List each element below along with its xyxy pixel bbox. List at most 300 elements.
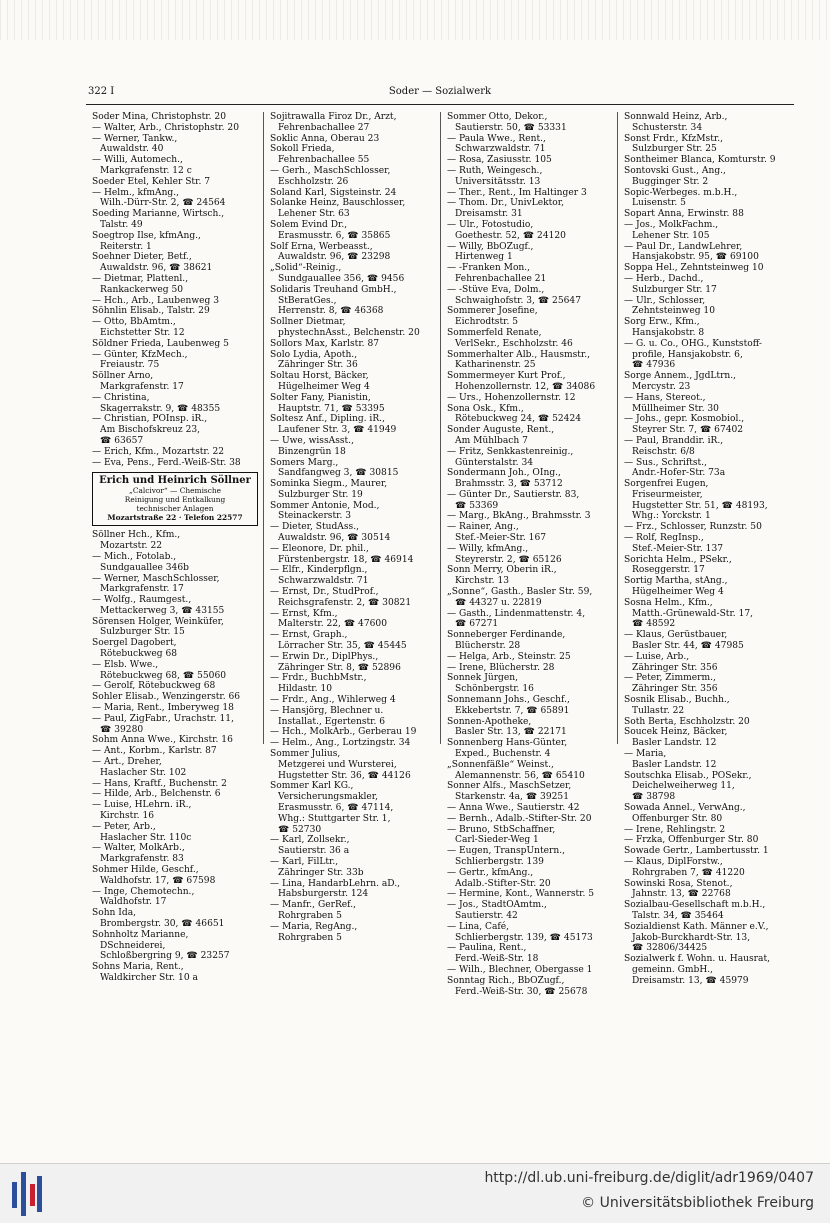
directory-line: — Gerh., MaschSchlosser,: [270, 165, 391, 176]
scan-edge: [0, 0, 830, 40]
directory-line: — Jos., MolkFachm.,: [624, 219, 719, 230]
directory-line: — Paul, ZigFabr., Urachstr. 11,: [92, 713, 234, 724]
directory-line: Sommer Julius,: [270, 749, 341, 760]
column-1-entries-before-ad: [86, 112, 262, 468]
advertisement-line: „Calcivor“ — Chemische: [128, 485, 221, 495]
viewer-footer: [0, 1163, 830, 1223]
directory-line: Sopart Anna, Erwinstr. 88: [624, 209, 744, 220]
directory-line: phystechnAsst., Belchenstr. 20: [278, 327, 420, 338]
directory-line: — Eugen, TranspUntern.,: [447, 846, 566, 857]
directory-line: Eichstetter Str. 12: [100, 327, 185, 338]
directory-line: — Eleonore, Dr. phil.,: [270, 543, 369, 554]
directory-line: Sommerhalter Alb., Hausmstr.,: [447, 349, 591, 360]
directory-line: Sonnen-Apotheke,: [447, 716, 532, 727]
directory-line: Söllner Hch., Kfm.,: [92, 530, 181, 541]
directory-line: Rohrgraben 5: [278, 932, 342, 943]
directory-column-1: [86, 112, 262, 983]
directory-line: ☎ 53369: [455, 500, 499, 511]
directory-line: Basler Landstr. 12: [632, 759, 717, 770]
directory-line: Stef.-Meier-Str. 137: [632, 543, 724, 554]
directory-line: Steyrerstr. 2, ☎ 65126: [455, 554, 562, 565]
directory-line: Schwarzwaldstr. 71: [278, 576, 369, 587]
directory-line: Sontovski Gust., Ang.,: [624, 165, 726, 176]
directory-line: Kirchstr. 16: [100, 811, 155, 822]
directory-line: — Dietmar, Plattenl.,: [92, 273, 189, 284]
directory-line: Soltau Horst, Bäcker,: [270, 371, 369, 382]
directory-line: — Inge, Chemotechn.,: [92, 886, 195, 897]
directory-line: Sulzburger Str. 15: [100, 627, 185, 638]
directory-line: ☎ 52730: [278, 824, 322, 835]
directory-line: Sorichta Helm., PSekr.,: [624, 554, 732, 565]
directory-line: Steyrer Str. 7, ☎ 67402: [632, 425, 744, 436]
directory-line: gemeinn. GmbH.,: [632, 964, 714, 975]
directory-line: Sollner Dietmar,: [270, 317, 346, 328]
directory-line: — Wolfg., Raumgest.,: [92, 595, 192, 606]
directory-line: Versicherungsmakler,: [278, 792, 378, 803]
directory-line: — Eva, Pens., Ferd.-Weiß-Str. 38: [92, 457, 241, 468]
directory-line: — Fritz, Senkkastenreinig.,: [447, 446, 574, 457]
directory-line: — Herb., Dachd.,: [624, 273, 704, 284]
directory-line: Luisenstr. 5: [632, 198, 686, 209]
directory-line: Fehrenbachallee 27: [278, 122, 370, 133]
directory-line: Lehener Str. 105: [632, 230, 710, 241]
page-number: 322 I: [88, 86, 115, 97]
directory-line: Rohrgraben 7, ☎ 41220: [632, 867, 745, 878]
directory-line: — Ernst, Dr., StudProf.,: [270, 587, 379, 598]
source-url-link[interactable]: http://dl.ub.uni-freiburg.de/diglit/adr1969/0407: [484, 1170, 814, 1186]
directory-line: Hugstetter Str. 36, ☎ 44126: [278, 770, 411, 781]
directory-line: Basler Str. 44, ☎ 47985: [632, 641, 744, 652]
directory-line: Haslacher Str. 102: [100, 767, 187, 778]
directory-line: Laufener Str. 3, ☎ 41949: [278, 425, 397, 436]
directory-line: Auwaldstr. 40: [100, 144, 164, 155]
directory-line: Habsburgerstr. 124: [278, 889, 369, 900]
directory-line: Schwarzwaldstr. 71: [455, 144, 546, 155]
directory-line: Roseggerstr. 17: [632, 565, 705, 576]
directory-line: Reiterstr. 1: [100, 241, 152, 252]
directory-line: Soland Karl, Sigsteinstr. 24: [270, 187, 397, 198]
directory-line: — Werner, MaschSchlosser,: [92, 573, 220, 584]
directory-line: — Ulr., Fotostudio,: [447, 219, 534, 230]
directory-line: Installat., Egertenstr. 6: [278, 716, 386, 727]
directory-line: Dreisamstr. 13, ☎ 45979: [632, 975, 749, 986]
directory-line: — Hans, Kraftf., Buchenstr. 2: [92, 778, 227, 789]
directory-line: — Frdr., Ang., Wihlerweg 4: [270, 695, 396, 706]
directory-line: Rötebuckweg 24, ☎ 52424: [455, 414, 582, 425]
directory-line: Markgrafenstr. 17: [100, 584, 184, 595]
directory-line: Hildastr. 10: [278, 684, 333, 695]
directory-line: DSchneiderei,: [100, 940, 166, 951]
directory-line: Lörracher Str. 35, ☎ 45445: [278, 641, 407, 652]
directory-line: Starkenstr. 4a, ☎ 39251: [455, 792, 569, 803]
directory-line: Exped., Buchenstr. 4: [455, 749, 551, 760]
directory-line: — Maria,: [624, 749, 667, 760]
directory-line: Haslacher Str. 110c: [100, 832, 192, 843]
directory-line: Soegtrop Ilse, kfmAng.,: [92, 230, 201, 241]
directory-line: — Karl, FilLtr.,: [270, 856, 339, 867]
directory-line: — Ruth, Weingesch.,: [447, 165, 543, 176]
directory-line: Steinackerstr. 3: [278, 511, 352, 522]
directory-line: Sonn Merry, Oberin iR.,: [447, 565, 557, 576]
directory-line: Rötebuckweg 68: [100, 649, 178, 660]
directory-line: Ekkebertstr. 7, ☎ 65891: [455, 705, 570, 716]
directory-line: — Peter, Zimmerm.,: [624, 673, 716, 684]
directory-line: Solem Evind Dr.,: [270, 219, 348, 230]
directory-line: Markgrafenstr. 83: [100, 854, 184, 865]
directory-line: Fehrenbachallee 21: [455, 273, 547, 284]
directory-line: Sonneberger Ferdinande,: [447, 630, 566, 641]
directory-line: Bugginger Str. 2: [632, 176, 709, 187]
directory-line: Hansjakobstr. 8: [632, 327, 705, 338]
directory-line: — Ernst, Kfm.,: [270, 608, 338, 619]
directory-line: Katharinenstr. 25: [455, 360, 536, 371]
directory-line: Soth Berta, Eschholzstr. 20: [624, 716, 750, 727]
directory-line: Rankackerweg 50: [100, 284, 184, 295]
directory-line: Auwaldstr. 96, ☎ 30514: [278, 533, 391, 544]
directory-line: Wilh.-Dürr-Str. 2, ☎ 24564: [100, 198, 226, 209]
directory-line: — Erwin Dr., DiplPhys.,: [270, 651, 379, 662]
directory-line: — Gerolf, Rötebuckweg 68: [92, 681, 216, 692]
directory-line: Somers Marg.,: [270, 457, 339, 468]
directory-line: Solidaris Treuhand GmbH.,: [270, 284, 397, 295]
directory-line: Fürstenbergstr. 18, ☎ 46914: [278, 554, 414, 565]
directory-column-4: [617, 112, 794, 986]
directory-line: Sautierstr. 50, ☎ 53331: [455, 122, 567, 133]
directory-line: Sommer Karl KG.,: [270, 781, 354, 792]
directory-line: Sonnek Jürgen,: [447, 673, 519, 684]
directory-line: Sona Osk., Kfm.,: [447, 403, 524, 414]
directory-line: ☎ 38798: [632, 792, 676, 803]
directory-line: Soder Mina, Christophstr. 20: [92, 112, 226, 122]
directory-line: Basler Landstr. 12: [632, 738, 717, 749]
directory-line: Sommer Antonie, Mod.,: [270, 500, 380, 511]
directory-line: — Irene, Blücherstr. 28: [447, 662, 555, 673]
directory-line: — Anna Wwe., Sautierstr. 42: [447, 803, 580, 813]
directory-line: Sonntag Rich., BbOZugf.,: [447, 975, 565, 986]
directory-line: Talstr. 34, ☎ 35464: [632, 910, 724, 921]
directory-line: Zähringer Str. 356: [632, 662, 718, 673]
directory-line: Sontheimer Blanca, Komturstr. 9: [624, 155, 776, 166]
directory-line: Eichrodtstr. 5: [455, 317, 519, 328]
directory-column-2: [263, 112, 440, 943]
directory-line: Erasmusstr. 6, ☎ 47114,: [278, 803, 394, 813]
directory-line: Freiaustr. 75: [100, 360, 160, 371]
page-header: [88, 86, 792, 102]
directory-line: Sonst Frdr., KfzMstr.,: [624, 133, 723, 144]
directory-line: Müllheimer Str. 30: [632, 403, 719, 414]
directory-line: — Bruno, StbSchaffner,: [447, 824, 556, 835]
directory-line: — Frdr., BuchbMstr.,: [270, 673, 367, 684]
directory-line: — Günter, KfzMech.,: [92, 349, 188, 360]
directory-line: Sozialbau-Gesellschaft m.b.H.,: [624, 900, 766, 911]
directory-line: Zähringer Str. 33b: [278, 867, 364, 878]
directory-line: Günterstalstr. 34: [455, 457, 534, 468]
directory-line: Sommer Otto, Dekor.,: [447, 112, 548, 122]
directory-line: — Hch., Arb., Laubenweg 3: [92, 295, 219, 306]
directory-line: Sozialwerk f. Wohn. u. Hausrat,: [624, 954, 770, 965]
directory-line: Stef.-Meier-Str. 167: [455, 533, 547, 544]
advertisement-name: Erich und Heinrich Söllner: [99, 475, 251, 487]
directory-line: Sohn Ida,: [92, 908, 137, 919]
directory-line: Whg.: Stuttgarter Str. 1,: [278, 813, 391, 824]
directory-line: Soppa Hel., Zehntsteinweg 10: [624, 263, 764, 274]
directory-line: — Luise, HLehrn. iR.,: [92, 800, 192, 811]
directory-line: Sommerfeld Renate,: [447, 327, 542, 338]
directory-line: Sundgauallee 346b: [100, 562, 189, 573]
directory-line: — Erich, Kfm., Mozartstr. 22: [92, 446, 225, 457]
directory-line: ☎ 44327 u. 22819: [455, 597, 542, 608]
directory-line: — Wilh., Blechner, Obergasse 1: [447, 964, 593, 975]
directory-line: — Lina, HandarbLehrn. aD.,: [270, 878, 401, 889]
directory-line: Offenburger Str. 80: [632, 813, 723, 824]
directory-line: Herrenstr. 8, ☎ 46368: [278, 306, 384, 317]
directory-line: — Ulr., Schlosser,: [624, 295, 706, 306]
directory-line: — Willi, Automech.,: [92, 155, 183, 166]
advertisement-line: Reinigung und Entkalkung: [124, 494, 226, 504]
running-head: Soder — Sozialwerk: [388, 86, 492, 97]
directory-line: — Jos., StadtOAmtm.,: [447, 900, 547, 911]
directory-line: Sortig Martha, stAng.,: [624, 576, 728, 587]
directory-line: Schloßbergring 9, ☎ 23257: [100, 951, 230, 962]
directory-line: — -Franken Mon.,: [447, 263, 531, 274]
directory-line: Tullastr. 22: [632, 705, 685, 716]
directory-line: Solo Lydia, Apoth.,: [270, 349, 358, 360]
directory-line: Sowinski Rosa, Stenot.,: [624, 878, 733, 889]
directory-line: Sohmer Hilde, Geschf.,: [92, 865, 199, 876]
directory-line: — Elfr., Kinderpflgn.,: [270, 565, 368, 576]
directory-line: Sozialdienst Kath. Männer e.V.,: [624, 921, 769, 932]
directory-line: Sosna Helm., Kfm.,: [624, 597, 713, 608]
directory-line: Sandfangweg 3, ☎ 30815: [278, 468, 399, 479]
directory-line: Solter Fany, Pianistin,: [270, 392, 371, 403]
directory-line: Hauptstr. 71, ☎ 53395: [278, 403, 385, 414]
directory-line: ☎ 48592: [632, 619, 676, 630]
directory-line: Sowade Gertr., Lambertusstr. 1: [624, 846, 769, 857]
directory-line: — Irene, Rehlingstr. 2: [624, 824, 726, 835]
directory-line: Brahmsstr. 3, ☎ 53712: [455, 479, 563, 490]
directory-line: — Klaus, DiplForstw.,: [624, 856, 723, 867]
directory-line: ☎ 47936: [632, 360, 676, 371]
directory-line: — G. u. Co., OHG., Kunststoff-: [624, 338, 762, 349]
directory-line: Blücherstr. 28: [455, 641, 521, 652]
directory-line: Sollors Max, Karlstr. 87: [270, 338, 380, 349]
directory-line: — Ther., Rent., Im Haltinger 3: [447, 187, 587, 198]
directory-line: — Lina, Café,: [447, 921, 510, 932]
directory-line: ☎ 63657: [100, 435, 144, 446]
directory-line: Sorgenfrei Eugen,: [624, 479, 709, 490]
directory-line: ☎ 32806/34425: [632, 943, 708, 954]
university-logo-icon: [12, 1172, 42, 1216]
directory-line: Sowada Annel., VerwAng.,: [624, 803, 746, 813]
directory-line: Kirchstr. 13: [455, 576, 510, 587]
directory-line: Reichsgrafenstr. 2, ☎ 30821: [278, 597, 412, 608]
directory-line: Sohler Elisab., Wenzingerstr. 66: [92, 692, 241, 703]
directory-line: Sulzburger Str. 17: [632, 284, 717, 295]
directory-line: Sautierstr. 36 a: [278, 846, 350, 857]
directory-line: — Karl, Zollsekr.,: [270, 835, 350, 846]
directory-line: Soucek Heinz, Bäcker,: [624, 727, 728, 738]
directory-line: Reischstr. 6/8: [632, 446, 695, 457]
directory-line: Zehntsteinweg 10: [632, 306, 715, 317]
directory-line: — Rolf, RegInsp.,: [624, 533, 704, 544]
directory-line: Sohm Anna Wwe., Kirchstr. 16: [92, 735, 233, 746]
directory-line: Sopic-Werbeges. m.b.H.,: [624, 187, 738, 198]
directory-line: — Luise, Arb.,: [624, 651, 690, 662]
directory-line: Schwaighofstr. 3, ☎ 25647: [455, 295, 581, 306]
directory-line: Ferd.-Weiß-Str. 18: [455, 954, 539, 965]
directory-line: Soehner Dieter, Betf.,: [92, 252, 192, 263]
column-1-entries-after-ad: [86, 530, 262, 983]
directory-line: — Johs., gepr. Kosmobiol.,: [624, 414, 745, 425]
directory-line: — Otto, BbAmtm.,: [92, 317, 176, 328]
directory-line: Sonnenberg Hans-Günter,: [447, 738, 568, 749]
directory-line: — Hermine, Kont., Wannerstr. 5: [447, 889, 595, 900]
directory-line: Sautierstr. 42: [455, 910, 518, 921]
directory-line: — Helga, Arb., Steinstr. 25: [447, 651, 571, 662]
directory-line: Ferd.-Weiß-Str. 30, ☎ 25678: [455, 986, 588, 997]
directory-line: Friseurmeister,: [632, 489, 703, 500]
directory-line: — Walter, MolkArb.,: [92, 843, 185, 854]
directory-line: — Dieter, StudAss.,: [270, 522, 359, 533]
directory-line: Sonder Auguste, Rent.,: [447, 425, 555, 436]
directory-line: — Maria, RegAng.,: [270, 921, 358, 932]
directory-line: Basler Str. 13, ☎ 22171: [455, 727, 567, 738]
directory-line: — Paulina, Rent.,: [447, 943, 527, 954]
directory-line: — Sus., Schriftst.,: [624, 457, 707, 468]
directory-line: Hohenzollernstr. 12, ☎ 34086: [455, 381, 596, 392]
copyright-notice: © Universitätsbibliothek Freiburg: [581, 1195, 814, 1211]
directory-line: — Mich., Fotolab.,: [92, 551, 177, 562]
directory-line: Sonnwald Heinz, Arb.,: [624, 112, 728, 122]
directory-line: Solf Erna, Werbeasst.,: [270, 241, 373, 252]
directory-line: Sulzburger Str. 19: [278, 489, 363, 500]
directory-line: — Gertr., kfmAng.,: [447, 867, 534, 878]
directory-line: — Thom. Dr., UnivLektor,: [447, 198, 564, 209]
directory-line: Sohns Maria, Rent.,: [92, 962, 184, 973]
directory-line: — Maria, Rent., Imberyweg 18: [92, 703, 234, 714]
directory-line: Am Bischofskreuz 23,: [100, 425, 201, 436]
directory-line: Metzgerei und Wursterei,: [278, 759, 397, 770]
directory-line: — Paul Dr., LandwLehrer,: [624, 241, 743, 252]
directory-line: — -Stüve Eva, Dolm.,: [447, 284, 545, 295]
directory-line: Eschholzstr. 26: [278, 176, 349, 187]
directory-line: Skagerrakstr. 9, ☎ 48355: [100, 403, 221, 414]
directory-line: Whg.: Yorckstr. 1: [632, 511, 711, 522]
directory-line: — Paul, Branddir. iR.,: [624, 435, 724, 446]
directory-line: — Günter Dr., Sautierstr. 83,: [447, 489, 580, 500]
directory-line: Universitätsstr. 13: [455, 176, 541, 187]
directory-line: — Manfr., GerRef.,: [270, 900, 357, 911]
directory-line: Sondermann Joh., OIng.,: [447, 468, 561, 479]
directory-column-3: [440, 112, 617, 997]
directory-line: Sundgauallee 356, ☎ 9456: [278, 273, 405, 284]
directory-line: ☎ 67271: [455, 619, 499, 630]
directory-line: „Solid“-Reinig.,: [270, 263, 342, 274]
advertisement-line: technischer Anlagen: [136, 503, 214, 513]
directory-line: Hügelheimer Weg 4: [278, 381, 370, 392]
directory-line: Markgrafenstr. 12 c: [100, 165, 192, 176]
directory-line: — Willy, kfmAng.,: [447, 543, 529, 554]
directory-line: Söllner Arno,: [92, 371, 154, 382]
directory-line: Soklic Anna, Oberau 23: [270, 133, 380, 144]
directory-line: Jahnstr. 13, ☎ 22768: [632, 889, 731, 900]
directory-line: ☎ 39280: [100, 724, 144, 735]
directory-line: — Helm., Ang., Lortzingstr. 34: [270, 738, 411, 749]
directory-line: profile, Hansjakobstr. 6,: [632, 349, 743, 360]
directory-line: Adalb.-Stifter-Str. 20: [455, 878, 551, 889]
directory-line: Jakob-Burckhardt-Str. 13,: [632, 932, 751, 943]
directory-line: — Werner, Tankw.,: [92, 133, 178, 144]
directory-line: — Hch., MolkArb., Gerberau 19: [270, 727, 417, 738]
directory-line: Andr.-Hofer-Str. 73a: [632, 468, 726, 479]
directory-line: — Uwe, wissAsst.,: [270, 435, 354, 446]
directory-columns: [86, 112, 792, 997]
directory-line: Solanke Heinz, Bauschlosser,: [270, 198, 406, 209]
directory-line: Soergel Dagobert,: [92, 638, 177, 649]
directory-line: Schusterstr. 34: [632, 122, 703, 133]
directory-line: — Willy, BbOZugf.,: [447, 241, 534, 252]
directory-line: Soltesz Anf., Dipling. iR.,: [270, 414, 385, 425]
directory-line: Hugstetter Str. 51, ☎ 48193,: [632, 500, 768, 511]
directory-line: Sosnik Elisab., Buchh.,: [624, 695, 730, 706]
header-rule: [86, 104, 794, 105]
directory-line: — Urs., Hohenzollernstr. 12: [447, 392, 576, 403]
directory-line: Mettackerweg 3, ☎ 43155: [100, 605, 225, 616]
directory-line: Erasmusstr. 6, ☎ 35865: [278, 230, 391, 241]
directory-line: — Klaus, Gerüstbauer,: [624, 630, 728, 641]
directory-line: — Rainer, Ang.,: [447, 522, 519, 533]
directory-line: Waldhofstr. 17, ☎ 67598: [100, 875, 216, 886]
directory-line: Waldhofstr. 17: [100, 897, 167, 908]
directory-line: Auwaldstr. 96, ☎ 23298: [278, 252, 391, 263]
directory-line: — Christian, POInsp. iR.,: [92, 414, 208, 425]
directory-line: VerlSekr., Eschholzstr. 46: [455, 338, 573, 349]
directory-line: Dreisamstr. 31: [455, 209, 523, 220]
directory-line: — Peter, Arb.,: [92, 821, 156, 832]
directory-line: — Helm., kfmAng.,: [92, 187, 180, 198]
directory-line: Alemannenstr. 56, ☎ 65410: [455, 770, 585, 781]
directory-line: — Ant., Korbm., Karlstr. 87: [92, 746, 217, 757]
directory-line: Am Mühlbach 7: [455, 435, 528, 446]
directory-line: Sonner Alfs., MaschSetzer,: [447, 781, 572, 792]
directory-line: — Christina,: [92, 392, 150, 403]
directory-line: „Sonne“, Gasth., Basler Str. 59,: [447, 587, 593, 598]
directory-line: — Marg., BkAng., Brahmsstr. 3: [447, 511, 591, 522]
directory-line: Talstr. 49: [100, 219, 143, 230]
directory-line: Soeder Etel, Kehler Str. 7: [92, 176, 211, 187]
directory-line: Sokoll Frieda,: [270, 144, 335, 155]
directory-line: Auwaldstr. 96, ☎ 38621: [100, 263, 213, 274]
directory-line: Lehener Str. 63: [278, 209, 350, 220]
directory-line: Sorge Annem., JgdLtrn.,: [624, 371, 737, 382]
directory-line: — Hans, Stereot.,: [624, 392, 706, 403]
directory-line: Sörensen Holger, Weinküfer,: [92, 616, 224, 627]
directory-line: Fehrenbachallee 55: [278, 155, 370, 166]
advertisement-line: Mozartstraße 22 · Telefon 22577: [107, 513, 243, 523]
directory-line: — Frz., Schlosser, Runzstr. 50: [624, 522, 762, 533]
directory-line: Carl-Sieder-Weg 1: [455, 835, 539, 846]
directory-line: Söhnlin Elisab., Talstr. 29: [92, 306, 210, 317]
directory-line: Sommermeyer Kurt Prof.,: [447, 371, 566, 382]
directory-line: — Rosa, Zasiusstr. 105: [447, 155, 552, 166]
directory-line: — Hansjörg, Blechner u.: [270, 705, 384, 716]
directory-line: — Paula Wwe., Rent.,: [447, 133, 546, 144]
directory-line: Sohnholtz Marianne,: [92, 929, 189, 940]
directory-line: Brombergstr. 30, ☎ 46651: [100, 919, 225, 929]
directory-line: Sominka Siegm., Maurer,: [270, 479, 388, 490]
directory-line: Sonnemann Johs., Geschf.,: [447, 695, 570, 706]
directory-line: Waldkircher Str. 10 a: [100, 972, 198, 983]
